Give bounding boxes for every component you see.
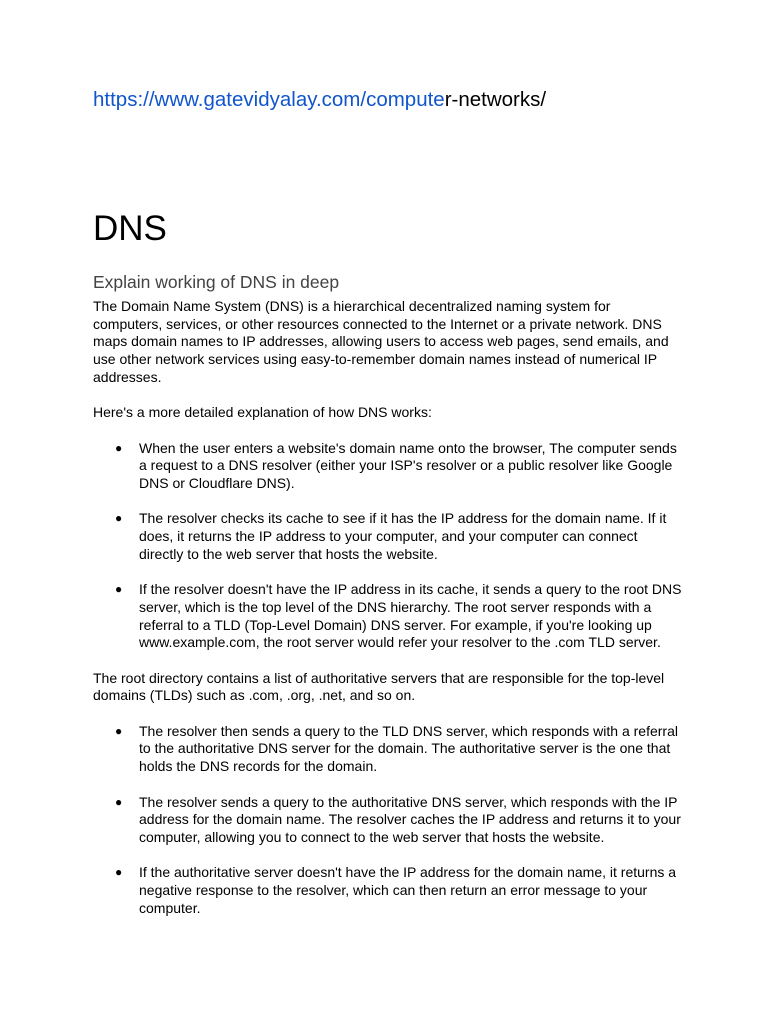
list-item-text: If the authoritative server doesn't have the IP address for the domain name, it returns a negative response to the resolver, which can then return an error message to your computer. [139,864,677,916]
source-url-link[interactable]: https://www.gatevidyalay.com/compute [93,88,445,111]
body-text [93,298,683,917]
list-item-text: The resolver checks its cache to see if it has the IP address for the domain name. If it does, it returns the IP address to your computer, and your computer can connect directly to the web server that hosts the website. [139,510,667,562]
bullet-icon: ● [115,794,123,809]
source-url-rest: r-networks/ [444,88,547,111]
intro-paragraph: The Domain Name System (DNS) is a hierarchical decentralized naming system for computers, services, or other resources connected to the Internet or a private network. DNS maps domain names to IP addresses, allowing users to access web pages, send emails, and use other network services using easy-to-remember domain names instead of numerical IP addresses. [93,298,669,385]
list-item [93,581,683,652]
lead-paragraph: Here's a more detailed explanation of how DNS works: [93,404,432,421]
bullet-icon: ● [115,440,123,455]
list-item [93,723,683,776]
bullet-icon: ● [115,511,123,526]
bullet-icon: ● [115,723,123,738]
list-item [93,440,683,493]
steps-list-2 [93,723,683,918]
source-url [93,86,546,114]
list-item-text: The resolver sends a query to the authoritative DNS server, which responds with the IP address for the domain name. The resolver caches the IP address and returns it to your computer, allowing you to connect to the web server that hosts the website. [139,793,681,845]
bullet-icon: ● [115,865,123,880]
list-item-text: If the resolver doesn't have the IP address in its cache, it sends a query to the root DNS server, which is the top level of the DNS hierarchy. The root server responds with a referral to a TLD (Top-Level Domain) DNS server. For example, if you're looking up www.example.com, the root server would refer your resolver to the .com TLD server. [139,581,682,651]
section-heading: Explain working of DNS in deep [93,272,340,292]
list-item-text: The resolver then sends a query to the TLD DNS server, which responds with a referral to the authoritative DNS server for the domain. The authoritative server is the one that holds the DNS records for the domain. [139,722,678,775]
middle-paragraph: The root directory contains a list of authoritative servers that are responsible for the top-level domains (TLDs) such as .com, .org, .net, and so on. [93,669,665,704]
steps-list-1 [93,440,683,652]
bullet-icon: ● [115,582,123,597]
list-item [93,864,683,917]
page-title: DNS [93,209,167,248]
list-item [93,510,683,563]
list-item [93,794,683,847]
list-item-text: When the user enters a website's domain name onto the browser, The computer sends a request to a DNS resolver (either your ISP's resolver or a public resolver like Google DNS or Cloudflare DNS). [139,439,677,491]
